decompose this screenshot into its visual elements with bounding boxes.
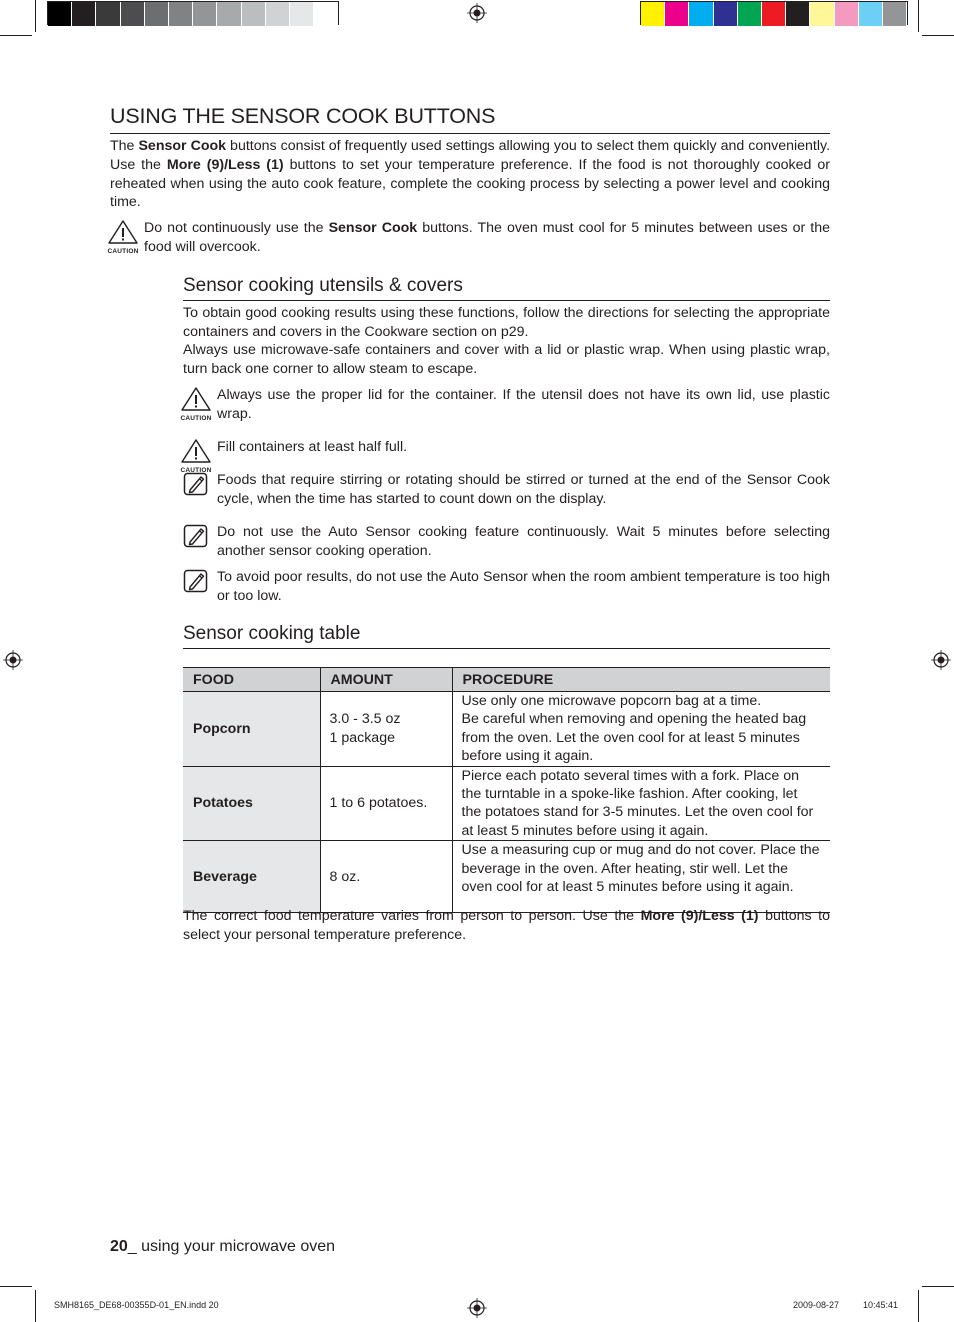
gray-color-bar — [47, 1, 339, 25]
slug-date: 2009-08-27 — [793, 1300, 840, 1310]
slug-time: 10:45:41 — [863, 1300, 899, 1310]
text-run: buttons. The oven must cool for 5 minutes between uses or the food will overcook. — [144, 220, 831, 255]
procedure-cell — [452, 766, 830, 841]
caution-note — [179, 438, 830, 473]
table-row — [183, 692, 830, 767]
page-footer — [110, 1238, 335, 1256]
text-run: Do not continuously use the — [144, 220, 329, 236]
column-header: FOOD — [183, 668, 320, 692]
amount-line: 1 to 6 potatoes. — [329, 795, 428, 812]
table-row — [183, 766, 830, 841]
color-swatch — [48, 2, 72, 26]
color-swatch — [314, 2, 338, 26]
text-run: buttons to set your temperature preference. If the food is not thoroughly cooked or reheated when using the auto cook feature, complete the cooking process by selecting a power level and cooking time. — [110, 156, 830, 211]
note-text: Do not use the Auto Sensor cooking feature continuously. Wait 5 minutes before selecting another sensor cooking operation. — [217, 524, 830, 559]
note-pen-icon — [183, 568, 217, 599]
color-swatch — [883, 2, 907, 26]
color-swatch — [169, 2, 193, 26]
note-pen-icon — [183, 523, 217, 554]
utensils-heading: Sensor cooking utensils & covers — [183, 275, 830, 301]
crop-mark — [35, 1290, 36, 1322]
crop-mark — [922, 1286, 954, 1287]
crop-mark — [0, 1286, 32, 1287]
text-run: buttons consist of frequently used settings allowing you to select them quickly and conveniently. Use the — [110, 138, 831, 173]
amount-line: 3.0 - 3.5 oz — [329, 711, 401, 728]
color-swatch — [665, 2, 689, 26]
crop-mark — [918, 1290, 919, 1322]
color-swatch — [641, 2, 665, 26]
caution-text — [144, 219, 830, 257]
caution-triangle-icon — [179, 438, 217, 473]
caution-triangle-icon — [179, 386, 217, 421]
registration-mark-icon — [467, 3, 487, 23]
utensils-paragraph-1: To obtain good cooking results using these functions, follow the directions for selecting the appropriate containers and covers in the Cookware section on p29. — [183, 305, 830, 340]
warning-triangle-shape — [179, 386, 213, 416]
color-swatch — [810, 2, 834, 26]
procedure-cell — [452, 841, 830, 913]
caution-triangle-icon — [106, 219, 144, 254]
pen-on-paper-shape — [183, 471, 209, 497]
amount-cell — [320, 841, 452, 913]
crop-mark — [0, 35, 32, 36]
color-swatch — [266, 2, 290, 26]
procedure-line: Use only one microwave popcorn bag at a time. — [461, 693, 762, 709]
caution-text: Always use the proper lid for the container. If the utensil does not have its own lid, use plastic wrap. — [217, 387, 830, 422]
color-swatch — [217, 2, 241, 26]
info-note — [183, 523, 830, 561]
table-footnote — [183, 907, 830, 945]
text-run: The — [110, 138, 139, 154]
caution-label: CAUTION — [180, 415, 212, 422]
color-swatch — [242, 2, 266, 26]
food-cell: Beverage — [183, 841, 320, 913]
page-footer-text: _ using your microwave oven — [127, 1238, 336, 1255]
color-bar — [640, 1, 908, 25]
table-heading: Sensor cooking table — [183, 623, 830, 649]
caution-text: Fill containers at least half full. — [217, 439, 408, 455]
color-swatch — [689, 2, 713, 26]
bold-term: More (9)/Less (1) — [166, 156, 284, 173]
caution-note — [179, 386, 830, 424]
registration-mark-icon — [3, 650, 23, 670]
bold-term: Sensor Cook — [138, 138, 227, 154]
color-swatch — [145, 2, 169, 26]
color-swatch — [786, 2, 810, 26]
crop-mark — [922, 35, 954, 36]
color-swatch — [290, 2, 314, 26]
caution-label: CAUTION — [107, 248, 139, 255]
warning-triangle-shape — [179, 438, 213, 468]
column-header: PROCEDURE — [452, 668, 830, 692]
registration-mark-icon — [467, 1298, 487, 1318]
color-swatch — [193, 2, 217, 26]
intro-paragraph — [110, 137, 830, 212]
text-run: The correct food temperature varies from person to person. Use the — [183, 908, 641, 924]
table-header-row — [183, 668, 830, 692]
color-swatch — [121, 2, 145, 26]
caution-label: CAUTION — [180, 467, 212, 474]
food-cell: Potatoes — [183, 766, 320, 841]
color-swatch — [859, 2, 883, 26]
crop-mark — [918, 0, 919, 32]
warning-triangle-shape — [106, 219, 140, 249]
registration-mark-icon — [931, 650, 951, 670]
bold-term: Sensor Cook — [328, 220, 418, 236]
info-note — [183, 568, 830, 606]
amount-cell — [320, 766, 452, 841]
amount-line: 1 package — [329, 729, 395, 746]
sensor-cooking-table — [183, 667, 830, 913]
color-swatch — [835, 2, 859, 26]
caution-note — [106, 219, 830, 257]
column-header: AMOUNT — [320, 668, 452, 692]
color-swatch — [738, 2, 762, 26]
utensils-paragraph-2: Always use microwave-safe containers and cover with a lid or plastic wrap. When using plastic wrap, turn back one corner to allow steam to escape. — [183, 342, 830, 377]
note-pen-icon — [183, 471, 217, 502]
color-swatch — [72, 2, 96, 26]
pen-on-paper-shape — [183, 523, 209, 549]
table-row — [183, 841, 830, 913]
procedure-line: Use a measuring cup or mug and do not cover. Place the beverage in the oven. After heating, stir well. Let the oven cool for at least 5 minutes before using it again. — [461, 842, 820, 896]
page-number: 20 — [110, 1238, 128, 1255]
procedure-line: Be careful when removing and opening the heated bag from the oven. Let the oven cool for at least 5 minutes before using it again. — [461, 711, 807, 765]
bold-term: More (9)/Less (1) — [640, 908, 759, 924]
amount-cell — [320, 692, 452, 767]
text-run: buttons to select your personal temperature preference. — [183, 908, 830, 943]
procedure-line: Pierce each potato several times with a fork. Place on the turntable in a spoke-like fashion. After cooking, let the potatoes stand for 3-5 minutes. Let the oven cool for at least 5 minutes before using it again. — [461, 767, 814, 839]
slug-filename: SMH8165_DE68-00355D-01_EN.indd 20 — [54, 1300, 219, 1310]
info-note — [183, 471, 830, 509]
color-swatch — [714, 2, 738, 26]
amount-line: 8 oz. — [329, 868, 361, 885]
crop-mark — [35, 0, 36, 32]
pen-on-paper-shape — [183, 568, 209, 594]
note-text: To avoid poor results, do not use the Auto Sensor when the room ambient temperature is too high or too low. — [217, 569, 830, 604]
note-text: Foods that require stirring or rotating should be stirred or turned at the end of the Sensor Cook cycle, when the time has started to count down on the display. — [217, 472, 830, 507]
section-title: USING THE SENSOR COOK BUTTONS — [110, 104, 830, 134]
color-swatch — [96, 2, 120, 26]
procedure-cell — [452, 692, 830, 767]
food-cell: Popcorn — [183, 692, 320, 767]
color-swatch — [762, 2, 786, 26]
